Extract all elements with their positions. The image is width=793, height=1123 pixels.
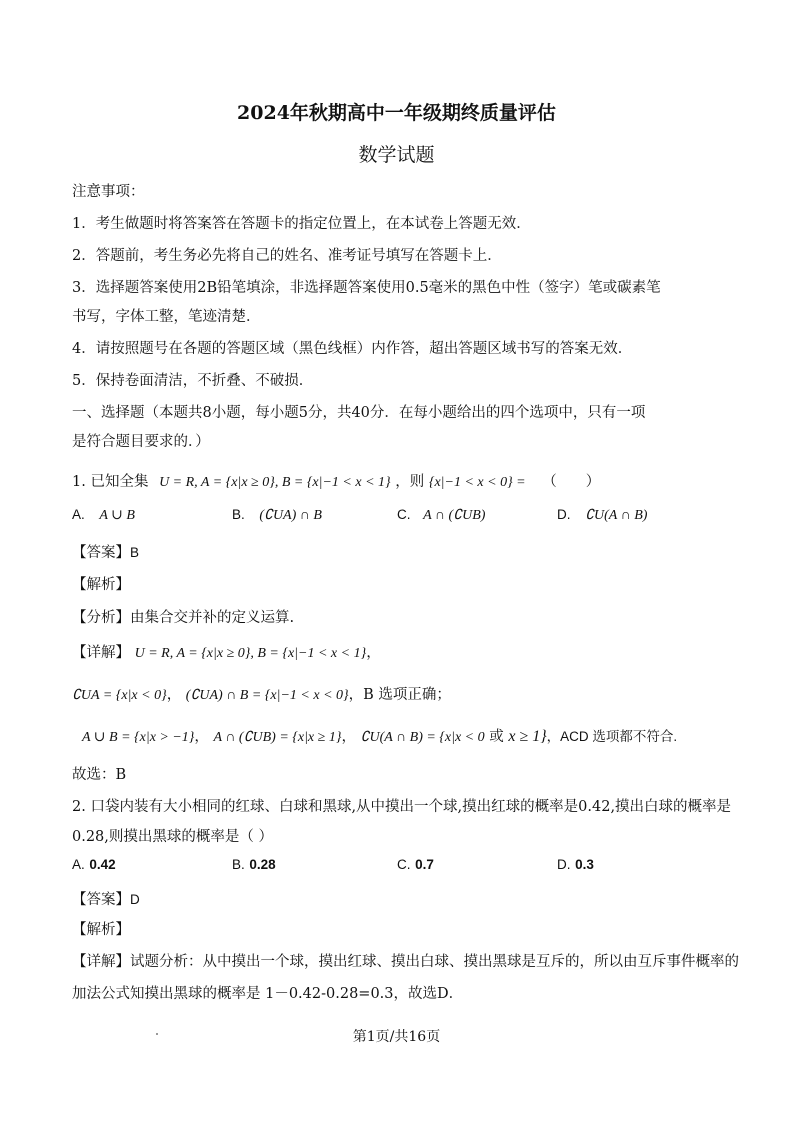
q1-detail-line-1: 【详解】 U = R, A = {x|x ≥ 0}, B = {x|−1 < x < 1}，	[72, 645, 381, 661]
q1-given-sets: U = R, A = {x|x ≥ 0}, B = {x|−1 < x < 1}	[159, 475, 391, 490]
q1-detail-line-3: A ∪ B = {x|x > −1}， A ∩ (∁UB) = {x|x ≥ 1}， ∁U(A ∩ B) = {x|x < 0 或 x ≥ 1}，ACD 选项都不符合.	[82, 728, 678, 745]
q1-detail-line-2: ∁UA = {x|x < 0}， (∁UA) ∩ B = {x|−1 < x < 0}，B 选项正确；	[72, 687, 451, 703]
q1-option-b: B. (∁UA) ∩ B	[232, 507, 322, 523]
q2-detail-line-1: 【详解】试题分析：从中摸出一个球，摸出红球、摸出白球、摸出黑球是互斥的，所以由互斥事件概率的	[72, 954, 739, 970]
section-heading: 一、选择题（本题共8小题，每小题5分，共40分．在每小题给出的四个选项中，只有一项	[72, 405, 646, 421]
notice-item-3-cont: 书写，字体工整，笔迹清楚．	[72, 309, 261, 325]
notice-heading: 注意事项：	[72, 184, 145, 200]
q2-detail-line-2: 加法公式知摸出黑球的概率是 1－0.42-0.28=0.3，故选D．	[72, 986, 464, 1002]
q2-option-b: B. 0.28	[232, 857, 276, 872]
q1-option-d: D. ∁U(A ∩ B)	[557, 507, 648, 523]
q1-analysis-tag: 【解析】	[72, 577, 130, 593]
q1-option-c: C. A ∩ (∁UB)	[397, 507, 486, 523]
q2-option-a: A. 0.42	[72, 857, 116, 872]
q1-fenxi: 【分析】由集合交并补的定义运算.	[72, 610, 295, 626]
question-1	[72, 470, 600, 491]
section-heading-cont: 是符合题目要求的．）	[72, 434, 210, 450]
notice-item-2: 2．答题前，考生务必先将自己的姓名、准考证号填写在答题卡上．	[72, 248, 502, 264]
q2-option-c: C. 0.7	[397, 857, 434, 872]
q1-then: ，则	[395, 474, 425, 490]
q1-answer: 【答案】B	[72, 545, 140, 561]
page-title: 2024年秋期高中一年级期终质量评估	[237, 102, 556, 124]
q2-option-d: D. 0.3	[557, 857, 594, 872]
page-subtitle: 数学试题	[358, 144, 435, 166]
notice-item-5: 5．保持卷面清洁，不折叠、不破损．	[72, 373, 314, 389]
page-footer: 第1页/共16页	[352, 1029, 441, 1045]
q1-conclusion: 故选：B	[72, 767, 127, 783]
notice-item-3: 3．选择题答案使用2B铅笔填涂，非选择题答案使用0.5毫米的黑色中性（签字）笔或碳素笔	[72, 280, 661, 296]
q1-option-a: A. A ∪ B	[72, 507, 135, 523]
q1-target-set: {x|−1 < x < 0} =	[428, 475, 526, 490]
q1-lead: 1. 已知全集	[72, 474, 149, 490]
question-2-line-2: 0.28,则摸出黑球的概率是（ ）	[72, 829, 274, 845]
q1-answer-blank: （ ）	[542, 474, 601, 490]
question-2-line-1: 2. 口袋内装有大小相同的红球、白球和黑球,从中摸出一个球,摸出红球的概率是0.42,摸出白球的概率是	[72, 799, 732, 815]
notice-item-4: 4．请按照题号在各题的答题区域（黑色线框）内作答，超出答题区域书写的答案无效．	[72, 341, 633, 357]
q2-analysis-tag: 【解析】	[72, 922, 130, 938]
q2-answer: 【答案】D	[72, 892, 140, 908]
answer-tag: 【答案】	[72, 545, 130, 561]
notice-item-1: 1．考生做题时将答案答在答题卡的指定位置上，在本试卷上答题无效．	[72, 216, 531, 232]
